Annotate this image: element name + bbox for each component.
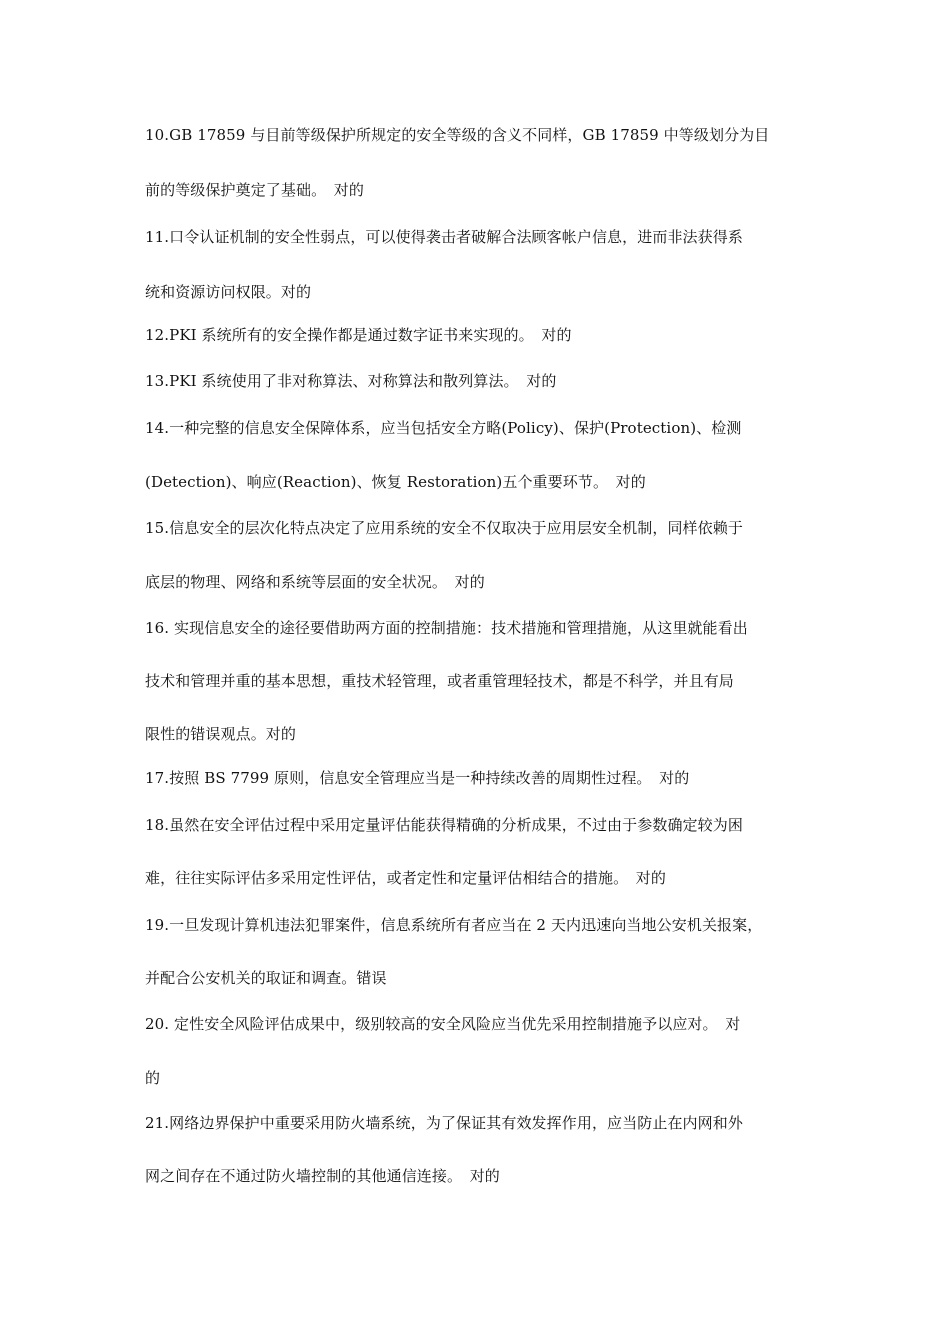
- text-line: 网之间存在不通过防火墙控制的其他通信连接。 对的: [145, 1167, 500, 1185]
- text-line: 12.PKI 系统所有的安全操作都是通过数字证书来实现的。 对的: [145, 326, 572, 344]
- text-line: 统和资源访问权限。对的: [145, 283, 312, 301]
- text-line: 14.一种完整的信息安全保障体系，应当包括安全方略(Policy)、保护(Protection)、检测: [145, 419, 742, 437]
- text-line: 技术和管理并重的基本思想，重技术轻管理，或者重管理轻技术，都是不科学，并且有局: [145, 672, 734, 690]
- text-line: 10.GB 17859 与目前等级保护所规定的安全等级的含义不同样，GB 17859 中等级划分为目: [145, 126, 770, 144]
- text-line: 15.信息安全的层次化特点决定了应用系统的安全不仅取决于应用层安全机制，同样依赖于: [145, 519, 743, 537]
- text-line: 18.虽然在安全评估过程中采用定量评估能获得精确的分析成果，不过由于参数确定较为困: [145, 816, 743, 834]
- text-line: 21.网络边界保护中重要采用防火墙系统，为了保证其有效发挥作用，应当防止在内网和外: [145, 1114, 743, 1132]
- text-line: 限性的错误观点。对的: [145, 725, 297, 743]
- text-line: 的: [145, 1069, 161, 1087]
- text-line: (Detection)、响应(Reaction)、恢复 Restoration)五个重要环节。 对的: [145, 473, 646, 491]
- text-line: 17.按照 BS 7799 原则，信息安全管理应当是一种持续改善的周期性过程。 对的: [145, 769, 690, 787]
- text-line: 底层的物理、网络和系统等层面的安全状况。 对的: [145, 573, 485, 591]
- text-line: 11.口令认证机制的安全性弱点，可以使得袭击者破解合法顾客帐户信息，进而非法获得系: [145, 228, 743, 246]
- text-line: 前的等级保护奠定了基础。 对的: [145, 181, 365, 199]
- text-line: 19.一旦发现计算机违法犯罪案件，信息系统所有者应当在 2 天内迅速向当地公安机关报案，: [145, 916, 763, 934]
- text-line: 难，往往实际评估多采用定性评估，或者定性和定量评估相结合的措施。 对的: [145, 869, 667, 887]
- text-line: 13.PKI 系统使用了非对称算法、对称算法和散列算法。 对的: [145, 372, 557, 390]
- text-line: 并配合公安机关的取证和调查。错误: [145, 969, 387, 987]
- text-line: 20. 定性安全风险评估成果中，级别较高的安全风险应当优先采用控制措施予以应对。 对: [145, 1015, 741, 1033]
- text-line: 16. 实现信息安全的途径要借助两方面的控制措施：技术措施和管理措施，从这里就能看出: [145, 619, 748, 637]
